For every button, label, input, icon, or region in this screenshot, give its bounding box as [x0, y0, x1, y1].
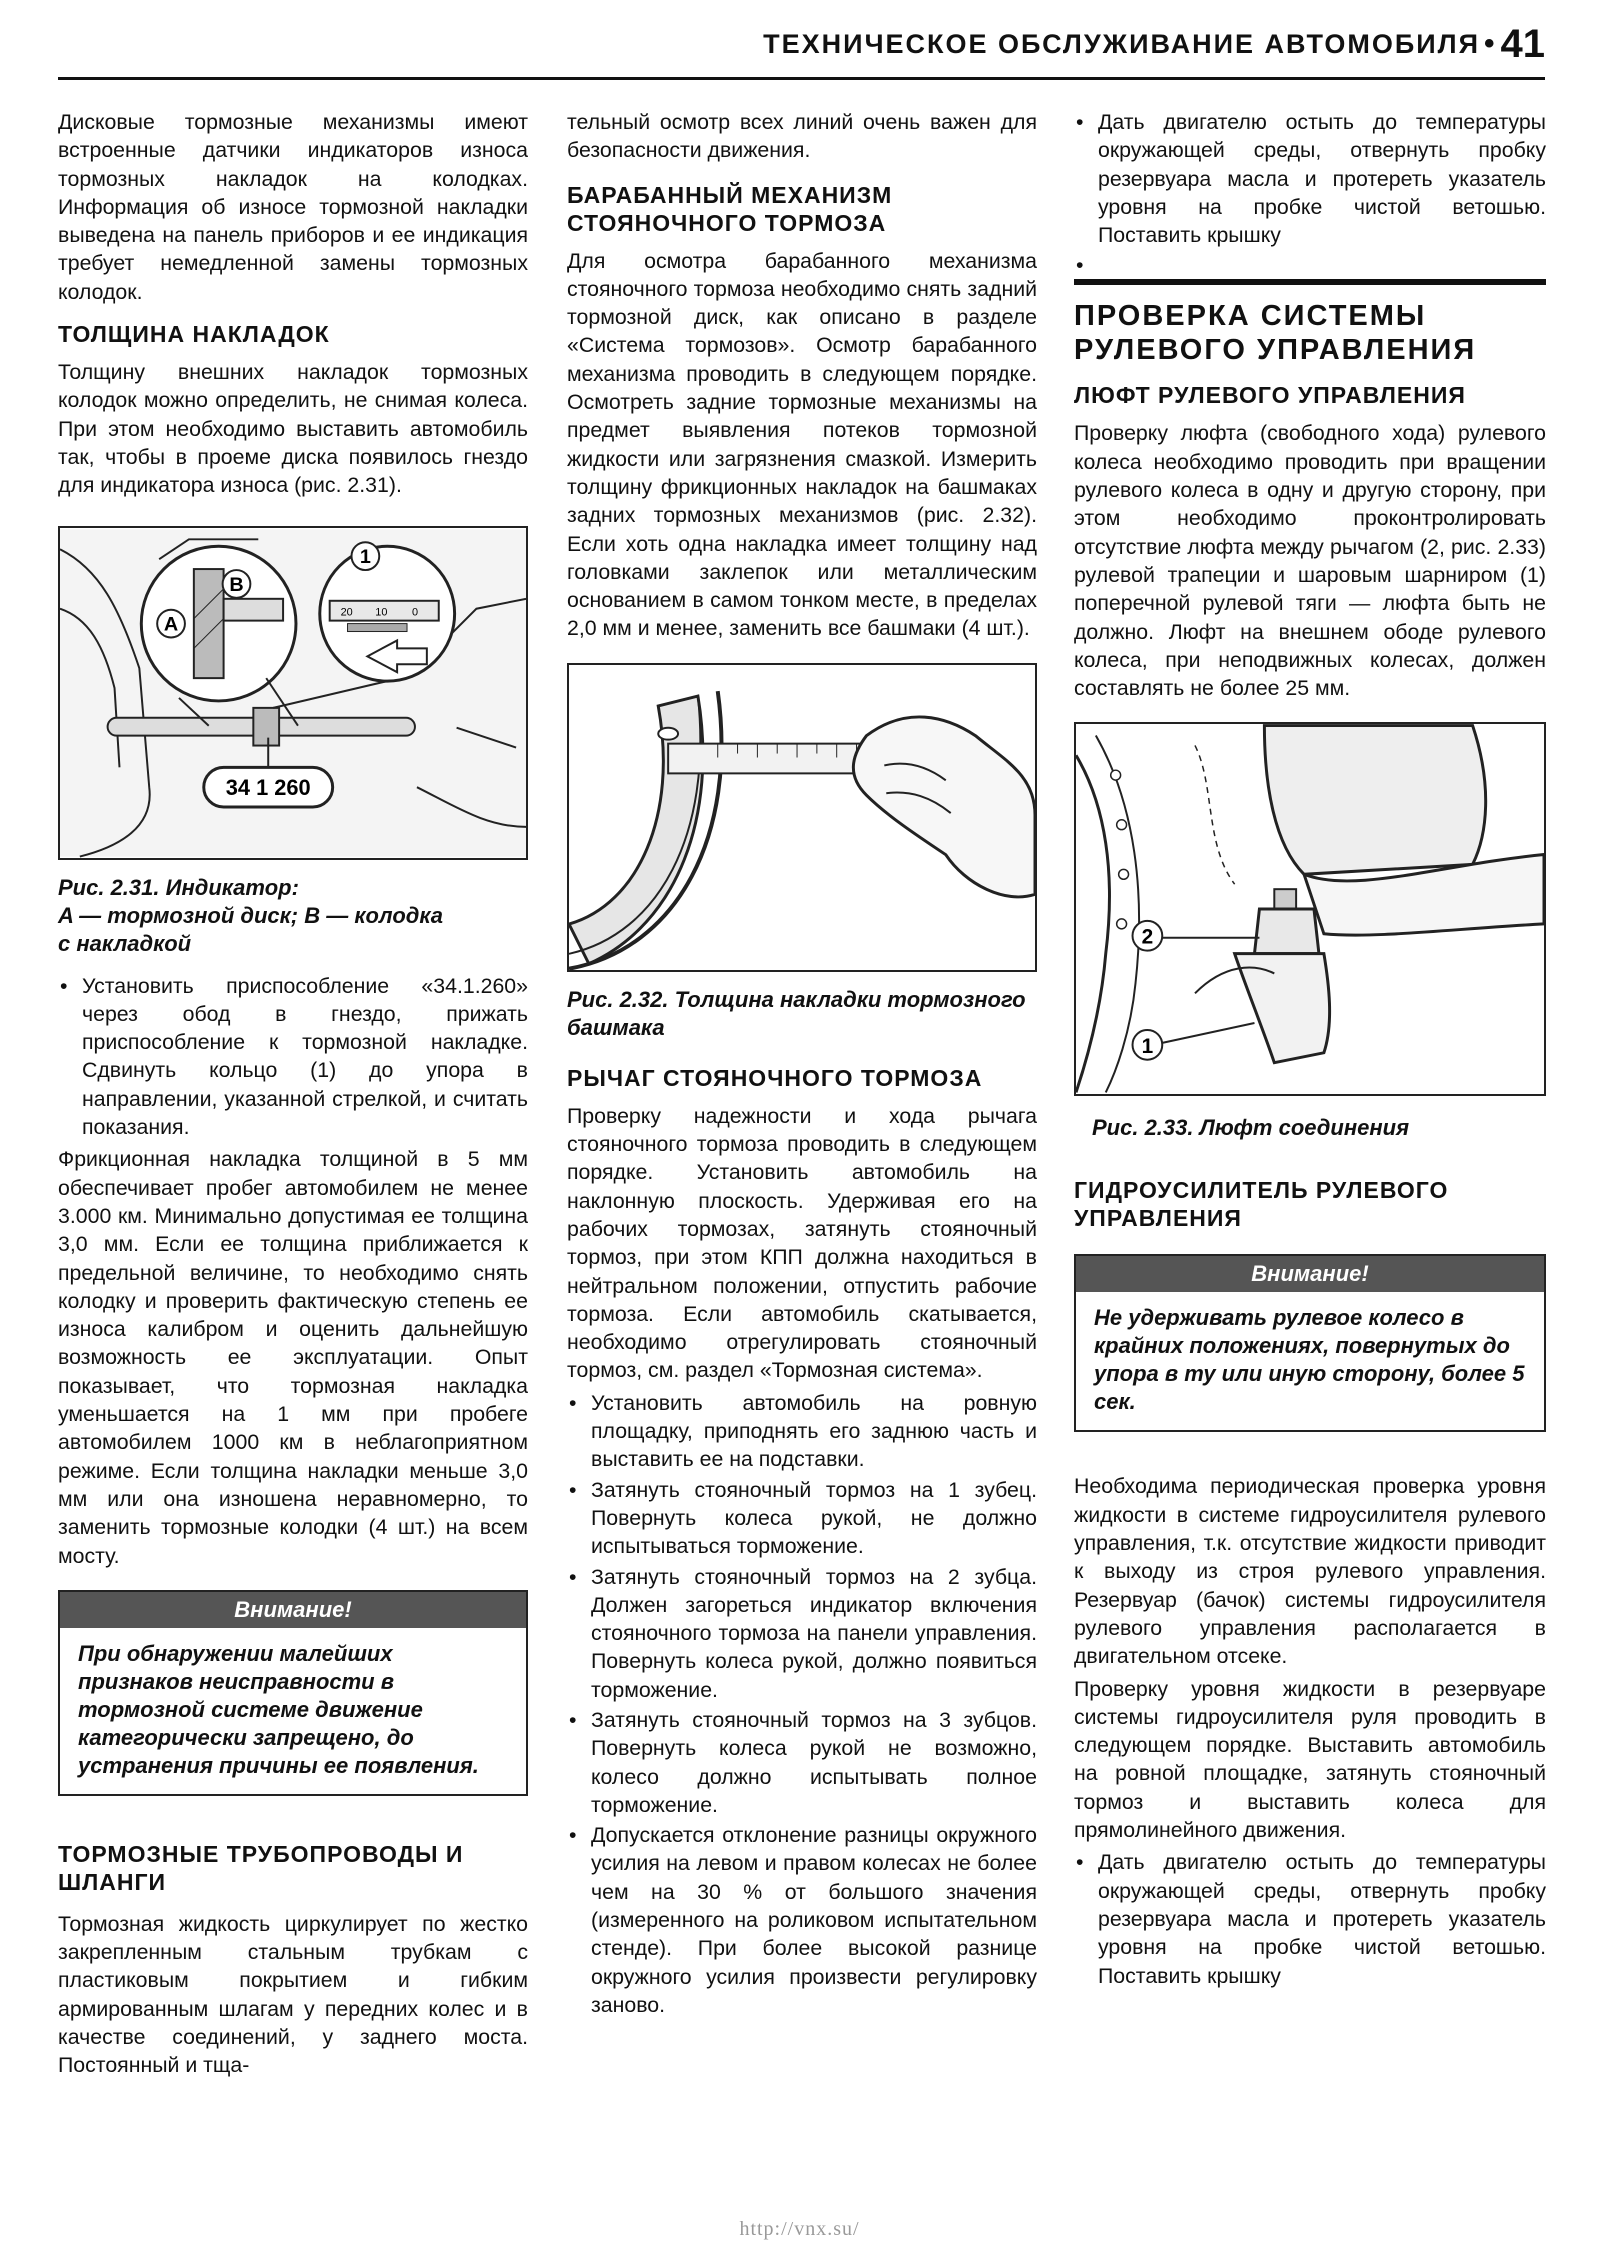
figure-2-31-caption — [58, 874, 528, 958]
header-rule — [58, 77, 1545, 80]
fig231-label-b: B — [229, 573, 244, 596]
figure-2-31 — [58, 526, 528, 860]
warning-title: Внимание! — [60, 1592, 526, 1628]
fig231-label-1: 1 — [359, 545, 371, 568]
fig233-label-2: 2 — [1141, 926, 1154, 950]
header-title: ТЕХНИЧЕСКОЕ ОБСЛУЖИВАНИЕ АВТОМОБИЛЯ — [763, 29, 1480, 59]
drum-paragraph: Для осмотра барабанного механизма стояночного тормоза необходимо снять задний тормозной диск, как описано в разделе «Система тормозов». Осмотр барабанного механизма проводить в следующем порядке. Осмотреть задние тормозные механизмы на предмет выявления потеков тормозной жидкости или загрязнения смазкой. Измерить толщину фрикционных накладок на башмаках задних тормозных механизмов (рис. 2.32). Если хоть одна накладка имеет толщину над головками заклепок или металлическим основанием в самом тонком месте, в пределах 2,0 мм и менее, заменить все башмаки (4 шт.). — [567, 248, 1037, 641]
section-heading-thickness: ТОЛЩИНА НАКЛАДОК — [58, 321, 330, 348]
play-paragraph: Проверку люфта (свободного хода) рулевого колеса необходимо проводить при вращении рулевого колеса в одну и другую сторону, при этом необходимо проконтролировать отсутствие люфта между рычагом (2, рис. 2.33) рулевой трапеции и шаровым шарниром (1) поперечной рулевой тяги — люфта быть не должно. Люфт на внешнем ободе рулевого колеса, при неподвижных колесах, должен составлять не более 25 мм. — [1074, 421, 1546, 701]
power-steering-paragraph-2: Проверку уровня жидкости в резервуаре системы гидроусилителя руля проводить в следующем порядке. Выставить автомобиль на ровной площадке, затянуть стояночный тормоз и выставить колеса для прямолинейного движения. — [1074, 1676, 1546, 1843]
steering-joint-illustration — [1076, 724, 1544, 1094]
brake-shoe-measurement-illustration — [569, 665, 1035, 970]
warning-text: Не удерживать рулевое колесо в крайних положениях, повернутых до упора в ту или иную сторону, более 5 сек. — [1094, 1305, 1525, 1415]
list-item: • Установить приспособление «34.1.260» через обод в гнездо, прижать приспособление к тормозной накладке. Сдвинуть кольцо (1) до упора в направлении, указанной стрелкой, и считать показания. — [58, 972, 528, 1142]
fig231-scale-0: 0 — [411, 606, 419, 619]
lever-paragraph: Проверку надежности и хода рычага стояночного тормоза проводить в следующем порядке. Установить автомобиль на наклонную плоскость. Удерживая его на рабочих тормозах, затянуть стояночный тормоз, при этом КПП должна находиться в нейтральном положении, отпустить рабочие тормоза. Если автомобиль скатывается, необходимо отрегулировать стояночный тормоз, см. раздел «Тормозная система». — [567, 1103, 1037, 1383]
list-item: • Дать двигателю остыть до температуры окружающей среды, отвернуть пробку резервуара масла и протереть указатель уровня на пробке чистой ветошью. Поставить крышку — [1074, 1848, 1546, 1989]
power-steering-paragraph-1: Необходима периодическая проверка уровня жидкости в системе гидроусилителя рулевого управления, т.к. отсутствие жидкости приводит к выходу из строя рулевого управления. Резервуар (бачок) системы гидроусилителя рулевого управления располагается в двигательном отсеке. — [1074, 1474, 1546, 1669]
caption-line: с накладкой — [58, 930, 192, 956]
fig231-tool-number: 34 1 260 — [225, 774, 311, 800]
col2-bullet-list — [567, 1389, 1037, 2020]
header-separator: • — [1483, 27, 1497, 60]
continuation-paragraph: тельный осмотр всех линий очень важен для безопасности движения. — [567, 110, 1037, 163]
footer-url: http://vnx.su/ — [739, 2218, 860, 2240]
warning-title: Внимание! — [1076, 1256, 1544, 1292]
section-rule — [1074, 279, 1546, 285]
fig233-label-1: 1 — [1141, 1035, 1154, 1059]
list-item: • Допускается отклонение разницы окружного усилия на левом и правом колесах не более чем на 30 % от большого значения (измеренного на роликовом испытательном стенде). При более высокой разнице окружного усилия произвести регулировку заново. — [567, 1821, 1037, 2019]
intro-paragraph: Дисковые тормозные механизмы имеют встроенные датчики индикаторов износа тормозных накладок на колодках. Информация об износе тормозной накладки выведена на панель приборов и ее индикация требует немедленной замены тормозных колодок. — [58, 110, 528, 304]
warning-box-brakes — [58, 1590, 528, 1796]
column-2 — [567, 108, 1037, 2023]
column-3 — [1074, 108, 1546, 1994]
section-heading-play: ЛЮФТ РУЛЕВОГО УПРАВЛЕНИЯ — [1074, 382, 1466, 409]
running-header — [0, 22, 1545, 67]
lining-paragraph: Фрикционная накладка толщиной в 5 мм обеспечивает пробег автомобилем не менее 3.000 км. Минимально допустимая ее толщина 3,0 мм. Если ее толщина приближается к предельной величине, то необходимо снять колодку и проверить фактическую степень ее износа калибром и оценить дальнейшую возможность ее эксплуатации. Опыт показывает, что тормозная накладка уменьшается на 1 мм при пробеге автомобилем 1000 км в неблагоприятном режиме. Если толщина накладки меньше 3,0 мм или она изношена неравномерно, то заменить тормозные колодки (4 шт.) на всем мосту. — [58, 1147, 528, 1568]
fig231-label-a: A — [163, 613, 179, 636]
list-item: • Установить автомобиль на ровную площадку, приподнять его заднюю часть и выставить ее на подставки. — [567, 1389, 1037, 1474]
section-heading-pipes: ТОРМОЗНЫЕ ТРУБОПРОВОДЫ И ШЛАНГИ — [58, 1840, 464, 1895]
figure-2-32-caption: Рис. 2.32. Толщина накладки тормозного башмака — [567, 986, 1026, 1040]
thickness-paragraph: Толщину внешних накладок тормозных колодок можно определить, не снимая колеса. При этом необходимо выставить автомобиль так, чтобы в проеме диска появилось гнездо для индикатора износа (рис. 2.31). — [58, 360, 528, 498]
section-heading-drum: БАРАБАННЫЙ МЕХАНИЗМ СТОЯНОЧНОГО ТОРМОЗА — [567, 181, 893, 236]
col1-bullet-list — [58, 972, 528, 1142]
caption-line: Рис. 2.31. Индикатор: — [58, 874, 299, 900]
page-number: 41 — [1500, 22, 1545, 66]
list-item: • Затянуть стояночный тормоз на 3 зубцов. Повернуть колеса рукой не возможно, колесо должно испытывать полное торможение. — [567, 1706, 1037, 1819]
list-item: • Дать двигателю остыть до температуры окружающей среды, отвернуть пробку резервуара масла и протереть указатель уровня на пробке чистой ветошью. Поставить крышку — [1074, 108, 1546, 249]
brake-indicator-illustration — [60, 528, 526, 858]
column-1 — [58, 108, 528, 2084]
section-heading-steering: ПРОВЕРКА СИСТЕМЫ РУЛЕВОГО УПРАВЛЕНИЯ — [1074, 300, 1477, 367]
fig231-scale-20: 20 — [340, 606, 353, 619]
fig231-scale-10: 10 — [375, 606, 388, 619]
pipes-paragraph: Тормозная жидкость циркулирует по жестко закрепленным стальным трубкам с пластиковым покрытием и гибким армированным шлагам у передних колес и в качестве соединений, у заднего моста. Постоянный и тща- — [58, 1911, 528, 2078]
col3-bullet-list-bottom — [1074, 1848, 1546, 1989]
warning-box-steering — [1074, 1254, 1546, 1432]
figure-2-33 — [1074, 722, 1546, 1096]
figure-2-33-caption: Рис. 2.33. Люфт соединения — [1092, 1115, 1410, 1141]
list-item: • Затянуть стояночный тормоз на 1 зубец. Повернуть колеса рукой, не должно испытываться торможение. — [567, 1476, 1037, 1561]
list-item: • Затянуть стояночный тормоз на 2 зубца. Должен загореться индикатор включения стояночного тормоза на панели управления. Повернуть колеса рукой, должно появиться торможение. — [567, 1563, 1037, 1704]
figure-2-32 — [567, 663, 1037, 972]
warning-text: При обнаружении малейших признаков неисправности в тормозной системе движение категорически запрещено, до устранения причины ее появления. — [78, 1640, 479, 1778]
section-heading-power-steering: ГИДРОУСИЛИТЕЛЬ РУЛЕВОГО УПРАВЛЕНИЯ — [1074, 1177, 1449, 1232]
col3-bullet-list-top — [1074, 108, 1546, 249]
caption-line: A — тормозной диск; B — колодка — [58, 902, 444, 928]
section-heading-lever: РЫЧАГ СТОЯНОЧНОГО ТОРМОЗА — [567, 1064, 983, 1091]
